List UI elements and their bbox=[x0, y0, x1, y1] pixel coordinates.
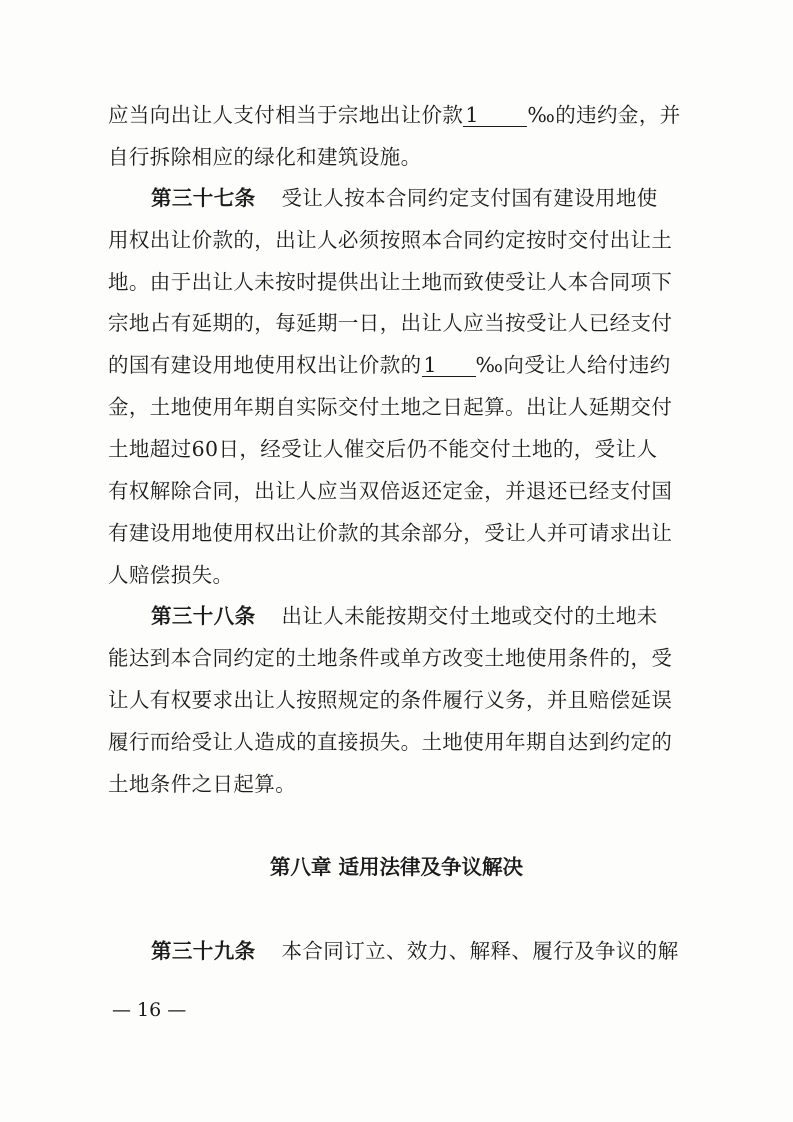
text-segment: 应当向出让人支付相当于宗地出让价款 bbox=[108, 103, 464, 127]
paragraph-line: 土地超过60日，经受让人催交后仍不能交付土地的，受让人 bbox=[108, 437, 658, 461]
article-39-first-line bbox=[151, 937, 688, 965]
article-37-first-line bbox=[151, 184, 688, 212]
text-segment: ‰向受让人给付违约 bbox=[475, 353, 671, 377]
fill-in-blank: 1 bbox=[463, 104, 527, 127]
page-number: — 16 — bbox=[112, 999, 187, 1021]
paragraph-line bbox=[108, 101, 688, 129]
paragraph-line: 有权解除合同，出让人应当双倍返还定金，并退还已经支付国 bbox=[108, 479, 673, 503]
paragraph-line: 能达到本合同约定的土地条件或单方改变土地使用条件的，受 bbox=[108, 646, 673, 670]
paragraph-line bbox=[108, 351, 688, 379]
article-38-title: 第三十八条 bbox=[151, 604, 256, 628]
paragraph-line: 用权出让价款的，出让人必须按照本合同约定按时交付出让土 bbox=[108, 228, 673, 252]
text-segment: 的国有建设用地使用权出让价款的 bbox=[108, 353, 422, 377]
text-segment: ‰的违约金，并 bbox=[527, 103, 681, 127]
paragraph-line: 有建设用地使用权出让价款的其余部分，受让人并可请求出让 bbox=[108, 521, 673, 545]
article-37-title: 第三十七条 bbox=[151, 186, 256, 210]
paragraph-line: 宗地占有延期的，每延期一日，出让人应当按受让人已经支付 bbox=[108, 311, 673, 335]
fill-in-blank: 1 bbox=[422, 354, 476, 377]
text-segment: 出让人未能按期交付土地或交付的土地未 bbox=[281, 604, 658, 628]
paragraph-line: 金，土地使用年期自实际交付土地之日起算。出让人延期交付 bbox=[108, 395, 673, 419]
article-38-first-line bbox=[151, 602, 688, 630]
paragraph-line: 自行拆除相应的绿化和建筑设施。 bbox=[108, 145, 422, 169]
text-segment: 本合同订立、效力、解释、履行及争议的解 bbox=[281, 939, 679, 963]
article-39-title: 第三十九条 bbox=[151, 939, 256, 963]
paragraph-line: 人赔偿损失。 bbox=[108, 563, 234, 587]
text-segment: 受让人按本合同约定支付国有建设用地使 bbox=[281, 186, 658, 210]
paragraph-line: 土地条件之日起算。 bbox=[108, 772, 297, 796]
chapter-heading: 第八章 适用法律及争议解决 bbox=[269, 855, 524, 879]
paragraph-line: 履行而给受让人造成的直接损失。土地使用年期自达到约定的 bbox=[108, 730, 673, 754]
paragraph-line: 让人有权要求出让人按照规定的条件履行义务，并且赔偿延误 bbox=[108, 688, 673, 712]
paragraph-line: 地。由于出让人未按时提供出让土地而致使受让人本合同项下 bbox=[108, 270, 673, 294]
